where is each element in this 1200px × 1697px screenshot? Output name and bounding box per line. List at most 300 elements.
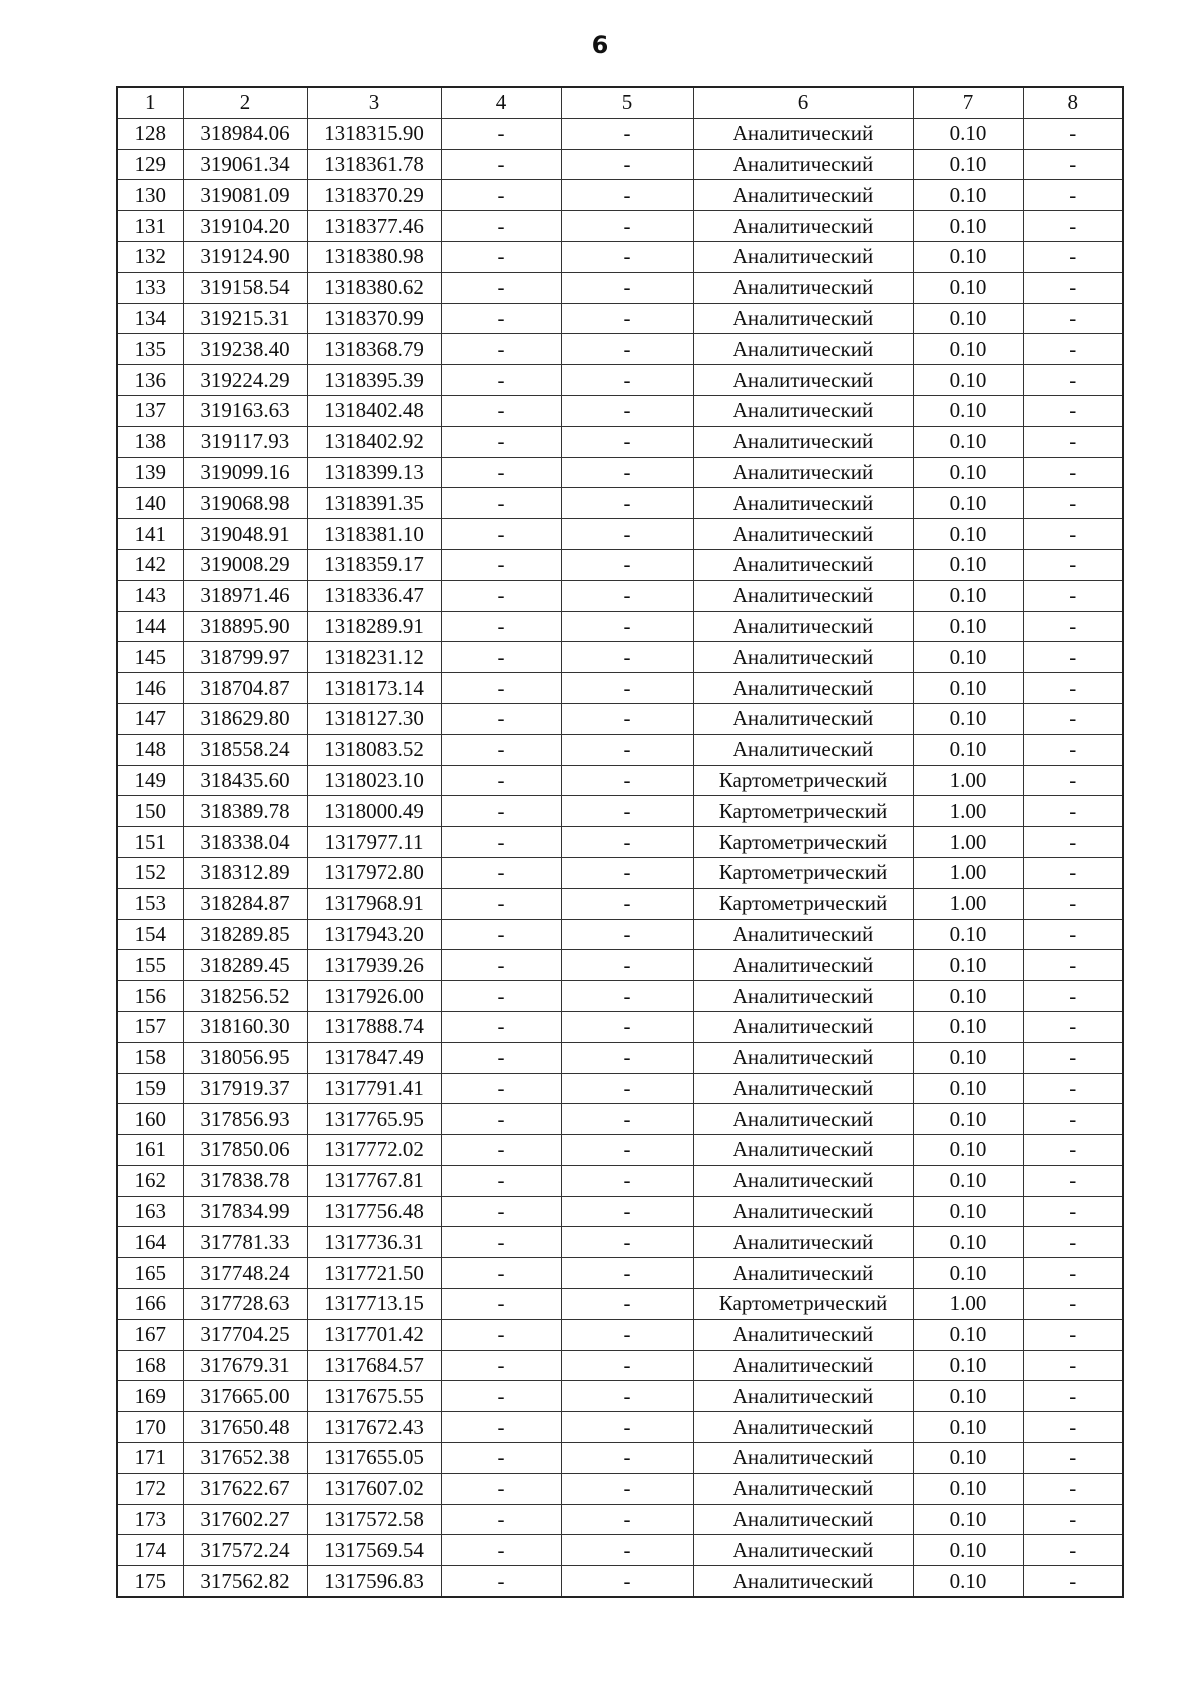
table-cell: 317622.67 xyxy=(183,1473,307,1504)
table-cell: 1317926.00 xyxy=(307,981,441,1012)
table-cell: 318971.46 xyxy=(183,580,307,611)
table-row xyxy=(117,703,1123,734)
table-row xyxy=(117,888,1123,919)
table-cell: 317602.27 xyxy=(183,1504,307,1535)
table-cell: 318799.97 xyxy=(183,642,307,673)
table-cell: Картометрический xyxy=(693,796,913,827)
table-cell: - xyxy=(561,1073,693,1104)
table-cell: - xyxy=(1023,642,1123,673)
table-cell: 1317675.55 xyxy=(307,1381,441,1412)
table-cell: - xyxy=(441,919,561,950)
table-cell: - xyxy=(561,1443,693,1474)
table-cell: Аналитический xyxy=(693,180,913,211)
table-row xyxy=(117,1473,1123,1504)
table-cell: Аналитический xyxy=(693,642,913,673)
table-cell: 1317607.02 xyxy=(307,1473,441,1504)
table-cell: - xyxy=(1023,888,1123,919)
table-cell: 317572.24 xyxy=(183,1535,307,1566)
table-cell: Аналитический xyxy=(693,1350,913,1381)
table-cell: 319061.34 xyxy=(183,149,307,180)
table-cell: 318284.87 xyxy=(183,888,307,919)
table-cell: 318895.90 xyxy=(183,611,307,642)
table-cell: 319081.09 xyxy=(183,180,307,211)
table-cell: Аналитический xyxy=(693,365,913,396)
table-cell: 317652.38 xyxy=(183,1443,307,1474)
table-cell: 157 xyxy=(117,1011,183,1042)
table-cell: - xyxy=(441,642,561,673)
table-cell: 152 xyxy=(117,857,183,888)
table-cell: Картометрический xyxy=(693,888,913,919)
table-cell: - xyxy=(561,950,693,981)
table-cell: 1.00 xyxy=(913,1289,1023,1320)
table-cell: - xyxy=(561,118,693,149)
table-cell: - xyxy=(561,1258,693,1289)
table-cell: - xyxy=(561,272,693,303)
table-cell: - xyxy=(441,1258,561,1289)
table-cell: - xyxy=(1023,519,1123,550)
table-cell: 131 xyxy=(117,211,183,242)
page-number: 6 xyxy=(591,31,609,59)
table-cell: - xyxy=(441,1443,561,1474)
table-cell: - xyxy=(1023,488,1123,519)
table-cell: Аналитический xyxy=(693,1165,913,1196)
table-cell: 146 xyxy=(117,673,183,704)
table-row xyxy=(117,1196,1123,1227)
table-cell: - xyxy=(1023,1289,1123,1320)
table-cell: - xyxy=(441,673,561,704)
table-body xyxy=(117,118,1123,1597)
table-cell: Аналитический xyxy=(693,1258,913,1289)
table-row xyxy=(117,1381,1123,1412)
table-cell: - xyxy=(561,1412,693,1443)
table-cell: 0.10 xyxy=(913,1566,1023,1597)
table-cell: Аналитический xyxy=(693,703,913,734)
table-cell: 1317765.95 xyxy=(307,1104,441,1135)
table-row xyxy=(117,118,1123,149)
table-cell: 318558.24 xyxy=(183,734,307,765)
table-cell: - xyxy=(441,1165,561,1196)
table-cell: - xyxy=(561,365,693,396)
table-cell: 1318336.47 xyxy=(307,580,441,611)
table-cell: - xyxy=(1023,549,1123,580)
table-cell: 129 xyxy=(117,149,183,180)
table-cell: - xyxy=(561,1165,693,1196)
table-cell: 0.10 xyxy=(913,673,1023,704)
table-cell: 318289.45 xyxy=(183,950,307,981)
table-cell: 319099.16 xyxy=(183,457,307,488)
table-cell: - xyxy=(561,611,693,642)
table-cell: - xyxy=(1023,1535,1123,1566)
table-cell: - xyxy=(561,426,693,457)
table-row xyxy=(117,1504,1123,1535)
table-cell: - xyxy=(441,950,561,981)
table-cell: 0.10 xyxy=(913,981,1023,1012)
table-cell: - xyxy=(561,919,693,950)
table-cell: - xyxy=(1023,457,1123,488)
table-cell: 319048.91 xyxy=(183,519,307,550)
table-cell: 1.00 xyxy=(913,857,1023,888)
table-cell: - xyxy=(561,765,693,796)
table-cell: - xyxy=(441,488,561,519)
table-cell: - xyxy=(1023,796,1123,827)
table-row xyxy=(117,950,1123,981)
table-cell: 319224.29 xyxy=(183,365,307,396)
table-row xyxy=(117,395,1123,426)
table-cell: 1317939.26 xyxy=(307,950,441,981)
table-cell: 170 xyxy=(117,1412,183,1443)
table-cell: Аналитический xyxy=(693,1073,913,1104)
column-header: 7 xyxy=(913,87,1023,118)
table-cell: 0.10 xyxy=(913,211,1023,242)
table-cell: 1317756.48 xyxy=(307,1196,441,1227)
table-cell: Аналитический xyxy=(693,334,913,365)
table-cell: 139 xyxy=(117,457,183,488)
table-cell: 1317572.58 xyxy=(307,1504,441,1535)
table-cell: - xyxy=(561,1042,693,1073)
table-cell: - xyxy=(441,149,561,180)
table-cell: Аналитический xyxy=(693,303,913,334)
table-cell: 1317684.57 xyxy=(307,1350,441,1381)
table-cell: Аналитический xyxy=(693,1381,913,1412)
table-cell: - xyxy=(441,1011,561,1042)
table-cell: 1317888.74 xyxy=(307,1011,441,1042)
table-cell: Аналитический xyxy=(693,395,913,426)
table-cell: 151 xyxy=(117,827,183,858)
table-cell: 317728.63 xyxy=(183,1289,307,1320)
table-cell: 318629.80 xyxy=(183,703,307,734)
table-cell: - xyxy=(561,488,693,519)
table-cell: 169 xyxy=(117,1381,183,1412)
table-cell: Аналитический xyxy=(693,211,913,242)
table-cell: 1318359.17 xyxy=(307,549,441,580)
table-cell: - xyxy=(441,1196,561,1227)
table-cell: - xyxy=(561,580,693,611)
table-cell: - xyxy=(441,1319,561,1350)
table-cell: - xyxy=(1023,673,1123,704)
table-cell: 149 xyxy=(117,765,183,796)
table-cell: 1.00 xyxy=(913,765,1023,796)
table-cell: 318056.95 xyxy=(183,1042,307,1073)
table-cell: - xyxy=(1023,827,1123,858)
table-cell: 1318361.78 xyxy=(307,149,441,180)
table-cell: 0.10 xyxy=(913,180,1023,211)
table-row xyxy=(117,1319,1123,1350)
table-cell: 147 xyxy=(117,703,183,734)
table-cell: Аналитический xyxy=(693,1227,913,1258)
table-cell: - xyxy=(1023,426,1123,457)
table-cell: 1318231.12 xyxy=(307,642,441,673)
table-cell: 318256.52 xyxy=(183,981,307,1012)
table-cell: 319068.98 xyxy=(183,488,307,519)
table-row xyxy=(117,211,1123,242)
table-cell: - xyxy=(441,365,561,396)
table-cell: 319117.93 xyxy=(183,426,307,457)
table-cell: - xyxy=(561,457,693,488)
table-cell: Аналитический xyxy=(693,1196,913,1227)
table-cell: - xyxy=(561,1350,693,1381)
table-cell: - xyxy=(561,827,693,858)
table-cell: 319124.90 xyxy=(183,241,307,272)
table-row xyxy=(117,149,1123,180)
table-cell: - xyxy=(561,1011,693,1042)
table-cell: 143 xyxy=(117,580,183,611)
table-cell: 1.00 xyxy=(913,827,1023,858)
table-cell: 0.10 xyxy=(913,118,1023,149)
table-cell: 317834.99 xyxy=(183,1196,307,1227)
table-cell: 0.10 xyxy=(913,1412,1023,1443)
table-cell: 317562.82 xyxy=(183,1566,307,1597)
table-cell: - xyxy=(1023,1073,1123,1104)
table-cell: 0.10 xyxy=(913,149,1023,180)
table-cell: - xyxy=(561,211,693,242)
table-cell: Аналитический xyxy=(693,1135,913,1166)
table-cell: 153 xyxy=(117,888,183,919)
table-cell: 1317943.20 xyxy=(307,919,441,950)
table-cell: 175 xyxy=(117,1566,183,1597)
table-cell: 159 xyxy=(117,1073,183,1104)
table-cell: - xyxy=(561,334,693,365)
table-cell: 0.10 xyxy=(913,1504,1023,1535)
table-cell: - xyxy=(441,1135,561,1166)
table-cell: - xyxy=(441,734,561,765)
table-cell: - xyxy=(441,1473,561,1504)
table-cell: - xyxy=(561,888,693,919)
table-cell: Аналитический xyxy=(693,519,913,550)
table-cell: 1317972.80 xyxy=(307,857,441,888)
table-cell: 173 xyxy=(117,1504,183,1535)
table-cell: 1318402.48 xyxy=(307,395,441,426)
table-cell: - xyxy=(561,241,693,272)
table-cell: - xyxy=(441,549,561,580)
table-cell: - xyxy=(1023,765,1123,796)
table-cell: - xyxy=(441,857,561,888)
table-cell: - xyxy=(561,1535,693,1566)
table-cell: 171 xyxy=(117,1443,183,1474)
table-cell: 158 xyxy=(117,1042,183,1073)
table-cell: 144 xyxy=(117,611,183,642)
table-cell: 0.10 xyxy=(913,611,1023,642)
table-cell: 130 xyxy=(117,180,183,211)
table-cell: - xyxy=(441,827,561,858)
table-cell: 0.10 xyxy=(913,1042,1023,1073)
table-cell: Аналитический xyxy=(693,118,913,149)
table-cell: 1318377.46 xyxy=(307,211,441,242)
table-cell: Аналитический xyxy=(693,919,913,950)
table-cell: - xyxy=(1023,1381,1123,1412)
table-cell: Картометрический xyxy=(693,827,913,858)
table-cell: 156 xyxy=(117,981,183,1012)
table-cell: - xyxy=(441,334,561,365)
table-cell: 0.10 xyxy=(913,426,1023,457)
table-cell: Аналитический xyxy=(693,1104,913,1135)
table-cell: 1318370.29 xyxy=(307,180,441,211)
table-cell: 1318289.91 xyxy=(307,611,441,642)
table-cell: 317748.24 xyxy=(183,1258,307,1289)
table-cell: 318338.04 xyxy=(183,827,307,858)
table-cell: 0.10 xyxy=(913,1165,1023,1196)
table-cell: - xyxy=(441,796,561,827)
table-cell: 0.10 xyxy=(913,395,1023,426)
table-cell: - xyxy=(1023,703,1123,734)
table-cell: - xyxy=(561,1289,693,1320)
table-cell: 1318023.10 xyxy=(307,765,441,796)
table-cell: - xyxy=(1023,981,1123,1012)
table-cell: 174 xyxy=(117,1535,183,1566)
table-cell: - xyxy=(441,1350,561,1381)
table-cell: - xyxy=(1023,180,1123,211)
table-cell: - xyxy=(561,981,693,1012)
table-cell: Аналитический xyxy=(693,1473,913,1504)
table-cell: 0.10 xyxy=(913,703,1023,734)
table-row xyxy=(117,180,1123,211)
table-cell: - xyxy=(1023,1566,1123,1597)
table-cell: Аналитический xyxy=(693,149,913,180)
table-cell: Аналитический xyxy=(693,611,913,642)
table-cell: - xyxy=(1023,303,1123,334)
table-cell: 132 xyxy=(117,241,183,272)
table-row xyxy=(117,1258,1123,1289)
table-cell: - xyxy=(1023,334,1123,365)
table-row xyxy=(117,365,1123,396)
table-row xyxy=(117,1412,1123,1443)
table-cell: 1.00 xyxy=(913,888,1023,919)
table-row xyxy=(117,796,1123,827)
table-cell: - xyxy=(441,395,561,426)
table-cell: 142 xyxy=(117,549,183,580)
table-cell: 0.10 xyxy=(913,1104,1023,1135)
table-cell: - xyxy=(561,549,693,580)
table-cell: Аналитический xyxy=(693,1042,913,1073)
table-cell: 319104.20 xyxy=(183,211,307,242)
table-cell: 0.10 xyxy=(913,272,1023,303)
table-cell: Картометрический xyxy=(693,765,913,796)
table-row xyxy=(117,549,1123,580)
table-row xyxy=(117,519,1123,550)
table-cell: 1318368.79 xyxy=(307,334,441,365)
table-cell: - xyxy=(441,888,561,919)
table-row xyxy=(117,765,1123,796)
table-cell: Аналитический xyxy=(693,1319,913,1350)
table-row xyxy=(117,673,1123,704)
table-cell: 1318399.13 xyxy=(307,457,441,488)
table-cell: 134 xyxy=(117,303,183,334)
table-cell: Аналитический xyxy=(693,950,913,981)
table-cell: 140 xyxy=(117,488,183,519)
table-row xyxy=(117,734,1123,765)
table-cell: Аналитический xyxy=(693,580,913,611)
table-cell: - xyxy=(1023,1104,1123,1135)
column-header: 2 xyxy=(183,87,307,118)
table-row xyxy=(117,1042,1123,1073)
table-row xyxy=(117,981,1123,1012)
table-cell: Аналитический xyxy=(693,673,913,704)
table-cell: 0.10 xyxy=(913,549,1023,580)
table-cell: - xyxy=(1023,1473,1123,1504)
table-cell: 0.10 xyxy=(913,1381,1023,1412)
table-row xyxy=(117,334,1123,365)
table-cell: 1318395.39 xyxy=(307,365,441,396)
table-row xyxy=(117,611,1123,642)
table-row xyxy=(117,1227,1123,1258)
table-cell: - xyxy=(441,241,561,272)
table-row xyxy=(117,919,1123,950)
table-cell: 0.10 xyxy=(913,519,1023,550)
table-row xyxy=(117,857,1123,888)
table-cell: - xyxy=(441,118,561,149)
table-cell: - xyxy=(441,272,561,303)
table-cell: 1318380.98 xyxy=(307,241,441,272)
table-cell: 150 xyxy=(117,796,183,827)
table-cell: 319215.31 xyxy=(183,303,307,334)
table-cell: - xyxy=(561,703,693,734)
table-cell: - xyxy=(561,1227,693,1258)
table-cell: 0.10 xyxy=(913,334,1023,365)
table-cell: 318160.30 xyxy=(183,1011,307,1042)
table-cell: - xyxy=(441,1504,561,1535)
table-cell: - xyxy=(441,1381,561,1412)
table-cell: 1317772.02 xyxy=(307,1135,441,1166)
table-cell: 317850.06 xyxy=(183,1135,307,1166)
table-cell: Аналитический xyxy=(693,1412,913,1443)
table-cell: 1318173.14 xyxy=(307,673,441,704)
table-cell: 1317655.05 xyxy=(307,1443,441,1474)
table-cell: - xyxy=(441,580,561,611)
table-cell: 1317672.43 xyxy=(307,1412,441,1443)
table-cell: - xyxy=(561,519,693,550)
table-cell: 319008.29 xyxy=(183,549,307,580)
table-cell: 318704.87 xyxy=(183,673,307,704)
table-cell: 0.10 xyxy=(913,241,1023,272)
table-cell: - xyxy=(441,303,561,334)
table-cell: - xyxy=(1023,1196,1123,1227)
table-cell: - xyxy=(441,457,561,488)
table-cell: 141 xyxy=(117,519,183,550)
table-cell: 1317736.31 xyxy=(307,1227,441,1258)
table-cell: - xyxy=(561,1135,693,1166)
table-cell: 161 xyxy=(117,1135,183,1166)
table-cell: 1317713.15 xyxy=(307,1289,441,1320)
table-cell: 1318000.49 xyxy=(307,796,441,827)
table-cell: 317704.25 xyxy=(183,1319,307,1350)
table-cell: - xyxy=(1023,1135,1123,1166)
table-cell: - xyxy=(1023,611,1123,642)
table-cell: - xyxy=(561,1196,693,1227)
table-row xyxy=(117,1073,1123,1104)
table-cell: 0.10 xyxy=(913,488,1023,519)
table-cell: 317919.37 xyxy=(183,1073,307,1104)
table-row xyxy=(117,1104,1123,1135)
table-cell: 155 xyxy=(117,950,183,981)
table-cell: - xyxy=(561,395,693,426)
table-cell: 135 xyxy=(117,334,183,365)
table-cell: 318312.89 xyxy=(183,857,307,888)
table-cell: 0.10 xyxy=(913,1196,1023,1227)
table-cell: 136 xyxy=(117,365,183,396)
table-cell: - xyxy=(1023,1258,1123,1289)
table-cell: 1318083.52 xyxy=(307,734,441,765)
table-cell: 0.10 xyxy=(913,1227,1023,1258)
table-cell: 318389.78 xyxy=(183,796,307,827)
table-cell: Аналитический xyxy=(693,1443,913,1474)
coordinates-table xyxy=(116,86,1124,1598)
table-cell: - xyxy=(1023,1412,1123,1443)
table-cell: 319238.40 xyxy=(183,334,307,365)
table-cell: 1317847.49 xyxy=(307,1042,441,1073)
table-cell: Аналитический xyxy=(693,272,913,303)
table-cell: 128 xyxy=(117,118,183,149)
table-cell: 1318381.10 xyxy=(307,519,441,550)
table-cell: - xyxy=(1023,1011,1123,1042)
